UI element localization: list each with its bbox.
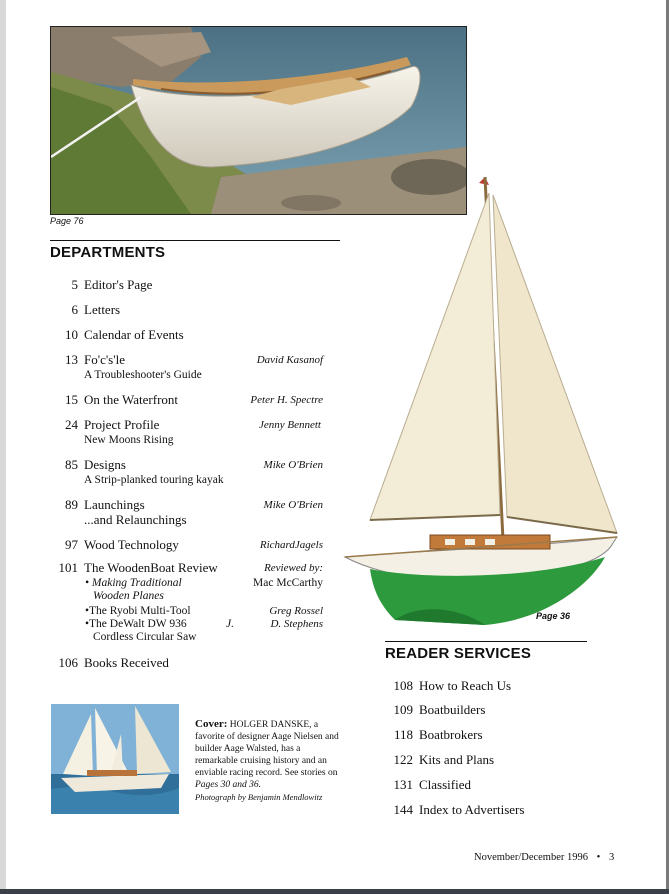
toc-author: Reviewed by: <box>264 562 323 574</box>
footer-separator: • <box>596 852 601 863</box>
cover-caption <box>195 718 345 804</box>
review-item-title: Wooden Planes <box>93 590 164 602</box>
toc-title: Classified <box>419 777 471 792</box>
review-item-author: D. Stephens <box>270 618 323 630</box>
toc-subtitle: A Troubleshooter's Guide <box>84 369 202 381</box>
dinghy-caption: Page 76 <box>50 216 84 226</box>
review-item-author-initial: J. <box>226 618 234 630</box>
toc-page: 5 <box>71 277 78 292</box>
toc-page: 144 <box>393 802 413 817</box>
toc-title: Project Profile <box>84 417 160 432</box>
toc-page: 13 <box>65 352 78 367</box>
toc-title: Calendar of Events <box>84 327 184 342</box>
toc-subtitle: A Strip-planked touring kayak <box>84 474 224 486</box>
toc-page: 108 <box>393 678 413 693</box>
reader-services-list <box>385 0 585 894</box>
toc-page: 24 <box>65 417 78 432</box>
toc-title: Boatbrokers <box>419 727 483 742</box>
toc-page: 15 <box>65 392 78 407</box>
toc-subtitle: New Moons Rising <box>84 434 174 446</box>
toc-author: RichardJagels <box>259 539 323 551</box>
toc-title: Wood Technology <box>84 537 179 552</box>
toc-page: 131 <box>393 777 413 792</box>
page-edge-left <box>0 0 6 894</box>
toc-title: Kits and Plans <box>419 752 495 767</box>
review-item-author: Mac McCarthy <box>253 577 323 589</box>
sailboat-caption: Page 36 <box>536 611 571 621</box>
toc-page: 89 <box>65 497 78 512</box>
toc-page: 118 <box>393 727 413 742</box>
toc-title: Letters <box>84 302 121 317</box>
cover-photo-credit: Photograph by Benjamin Mendlowitz <box>195 792 323 802</box>
toc-page: 101 <box>58 560 78 575</box>
toc-page: 122 <box>393 752 413 767</box>
cover-pages-ref: Pages 30 and 36. <box>195 780 261 790</box>
reader-services-heading: READER SERVICES <box>385 641 587 662</box>
review-item-title: •The Ryobi Multi-Tool <box>85 605 191 617</box>
toc-title: On the Waterfront <box>84 392 179 407</box>
toc-title: The WoodenBoat Review <box>84 560 218 575</box>
toc-title: Fo'c's'le <box>84 352 125 367</box>
cover-photo <box>51 704 179 814</box>
toc-page: 10 <box>65 327 78 342</box>
toc-author: Peter H. Spectre <box>250 394 323 406</box>
toc-author: Jenny Bennett <box>259 419 321 431</box>
toc-title: Launchings <box>84 497 145 512</box>
cover-label: Cover: <box>195 718 228 730</box>
issue-date: November/December 1996 <box>474 852 588 863</box>
toc-page: 97 <box>65 537 78 552</box>
toc-author: Mike O'Brien <box>263 459 323 471</box>
review-item-title: •The DeWalt DW 936 <box>85 618 187 630</box>
review-item-title: Cordless Circular Saw <box>93 631 197 643</box>
page-footer <box>474 852 614 863</box>
toc-page: 109 <box>393 702 413 717</box>
toc-title: Books Received <box>84 655 169 670</box>
toc-title: Boatbuilders <box>419 702 486 717</box>
departments-heading: DEPARTMENTS <box>50 240 340 261</box>
toc-title: Index to Advertisers <box>419 802 525 817</box>
toc-subtitle: ...and Relaunchings <box>84 512 187 527</box>
toc-page: 6 <box>71 302 78 317</box>
toc-author: Mike O'Brien <box>263 499 323 511</box>
review-item-author: Greg Rossel <box>269 605 323 617</box>
toc-author: David Kasanof <box>256 354 323 366</box>
page-number: 3 <box>608 852 615 863</box>
toc-page: 85 <box>65 457 78 472</box>
toc-page: 106 <box>58 655 78 670</box>
toc-title: Designs <box>84 457 126 472</box>
toc-title: How to Reach Us <box>419 678 512 693</box>
toc-title: Editor's Page <box>84 277 153 292</box>
review-item-title: • Making Traditional <box>85 577 182 589</box>
cover-description: HOLGER DANSKE, a favorite of designer Aage Nielsen and builder Aage Walsted, has a remarkable cruising history and an enviable racing record. See stories on <box>195 720 339 778</box>
